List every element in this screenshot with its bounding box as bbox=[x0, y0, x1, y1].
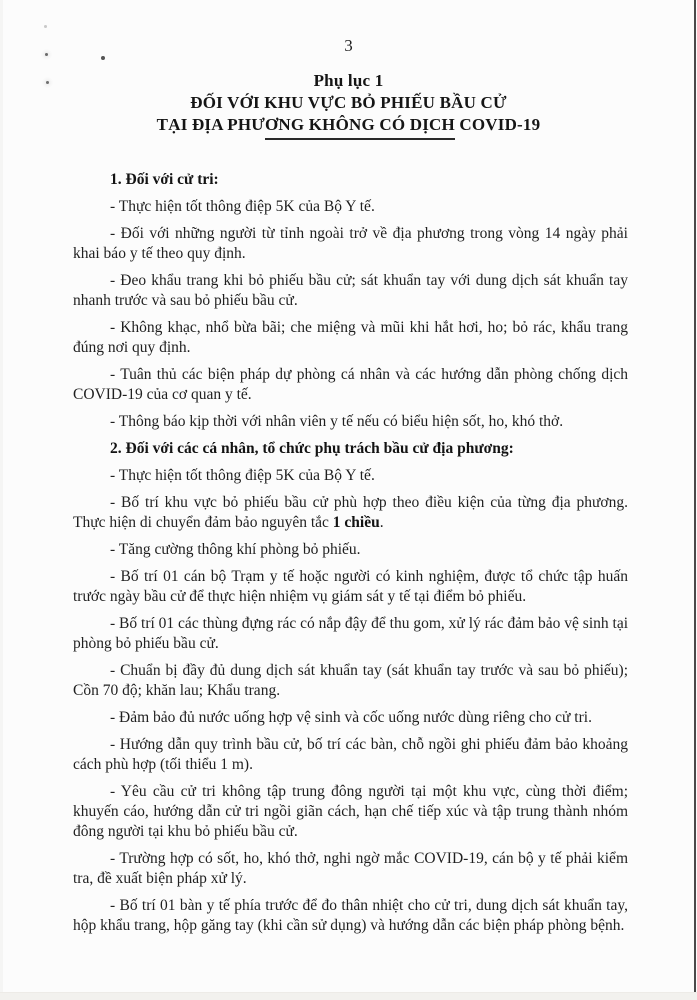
paragraph-text: - Bố trí khu vực bỏ phiếu bầu cử phù hợp theo điều kiện của từng địa phương. Thực hiện di chuyển đảm bảo nguyên tắc bbox=[73, 494, 628, 531]
title-line-2-post: COVID-19 bbox=[454, 115, 541, 134]
paragraph: - Bố trí 01 các thùng đựng rác có nắp đậy để thu gom, xử lý rác đảm bảo vệ sinh tại phòng bỏ phiếu bầu cử. bbox=[73, 615, 628, 652]
paragraph: - Hướng dẫn quy trình bầu cử, bố trí các bàn, chỗ ngồi ghi phiếu đảm bảo khoảng cách phù hợp (tối thiểu 1 m). bbox=[73, 736, 628, 773]
paragraph: - Tuân thủ các biện pháp dự phòng cá nhân và các hướng dẫn phòng chống dịch COVID-19 của cơ quan y tế. bbox=[73, 366, 628, 403]
appendix-label: Phụ lục 1 bbox=[313, 71, 384, 90]
document-title bbox=[0, 70, 697, 136]
document-body bbox=[0, 136, 697, 936]
paragraph-text: . bbox=[379, 514, 384, 531]
title-line-2-pre: TẠI ĐỊA PHƯ bbox=[156, 115, 265, 134]
paragraph: - Thông báo kịp thời với nhân viên y tế nếu có biểu hiện sốt, ho, khó thở. bbox=[110, 413, 564, 430]
title-line-1: ĐỐI VỚI KHU VỰC BỎ PHIẾU BẦU CỬ bbox=[190, 93, 507, 112]
section-1-heading: 1. Đối với cử tri: bbox=[110, 171, 219, 188]
paragraph: - Thực hiện tốt thông điệp 5K của Bộ Y tế. bbox=[110, 467, 375, 484]
title-line-2-underlined: ƠNG KHÔNG CÓ DỊCH bbox=[265, 115, 455, 140]
paragraph: - Đảm bảo đủ nước uống hợp vệ sinh và cốc uống nước dùng riêng cho cử tri. bbox=[110, 709, 592, 726]
page-number: 3 bbox=[344, 36, 353, 55]
paragraph: - Trường hợp có sốt, ho, khó thở, nghi ngờ mắc COVID-19, cán bộ y tế phải kiểm tra, đề xuất biện pháp xử lý. bbox=[73, 850, 628, 887]
paragraph: - Bố trí 01 bàn y tế phía trước để đo thân nhiệt cho cử tri, dung dịch sát khuẩn tay, hộp khẩu trang, hộp găng tay (khi cần sử dụng) và hướng dẫn các biện pháp phòng bệnh. bbox=[73, 897, 628, 934]
paragraph: - Không khạc, nhổ bừa bãi; che miệng và mũi khi hắt hơi, ho; bỏ rác, khẩu trang đúng nơi quy định. bbox=[73, 319, 628, 356]
paragraph: - Tăng cường thông khí phòng bỏ phiếu. bbox=[110, 541, 361, 558]
section-2-heading: 2. Đối với các cá nhân, tổ chức phụ trách bầu cử địa phương: bbox=[110, 440, 514, 457]
title-line-2 bbox=[0, 114, 697, 136]
scan-edge-right bbox=[694, 0, 696, 1000]
paragraph: - Thực hiện tốt thông điệp 5K của Bộ Y tế. bbox=[110, 198, 375, 215]
scan-speck bbox=[101, 56, 105, 60]
paragraph: - Đeo khẩu trang khi bỏ phiếu bầu cử; sát khuẩn tay với dung dịch sát khuẩn tay nhanh trước và sau bỏ phiếu bầu cử. bbox=[73, 272, 628, 309]
scan-speck bbox=[46, 81, 49, 84]
scan-speck bbox=[44, 25, 47, 28]
scan-speck bbox=[45, 53, 48, 56]
scan-edge-left bbox=[0, 0, 3, 1000]
paragraph: - Đối với những người từ tỉnh ngoài trở về địa phương trong vòng 14 ngày phải khai báo y tế theo quy định. bbox=[73, 225, 628, 262]
paragraph: - Bố trí 01 cán bộ Trạm y tế hoặc người có kinh nghiệm, được tổ chức tập huấn trước ngày bầu cử để thực hiện nhiệm vụ giám sát y tế tại điểm bỏ phiếu. bbox=[73, 568, 628, 605]
paragraph: - Chuẩn bị đầy đủ dung dịch sát khuẩn tay (sát khuẩn tay trước và sau bỏ phiếu); Cồn 70 độ; khăn lau; Khẩu trang. bbox=[73, 662, 628, 699]
emphasis-one-way: 1 chiều bbox=[332, 514, 380, 531]
scan-edge-bottom bbox=[0, 992, 697, 1000]
paragraph: - Yêu cầu cử tri không tập trung đông người tại một khu vực, cùng thời điểm; khuyến cáo, hướng dẫn cử tri ngồi giãn cách, hạn chế tiếp xúc và tập trung thành nhóm đông người tại khu bỏ phiếu bầu cử. bbox=[73, 783, 628, 840]
paragraph bbox=[73, 493, 628, 533]
